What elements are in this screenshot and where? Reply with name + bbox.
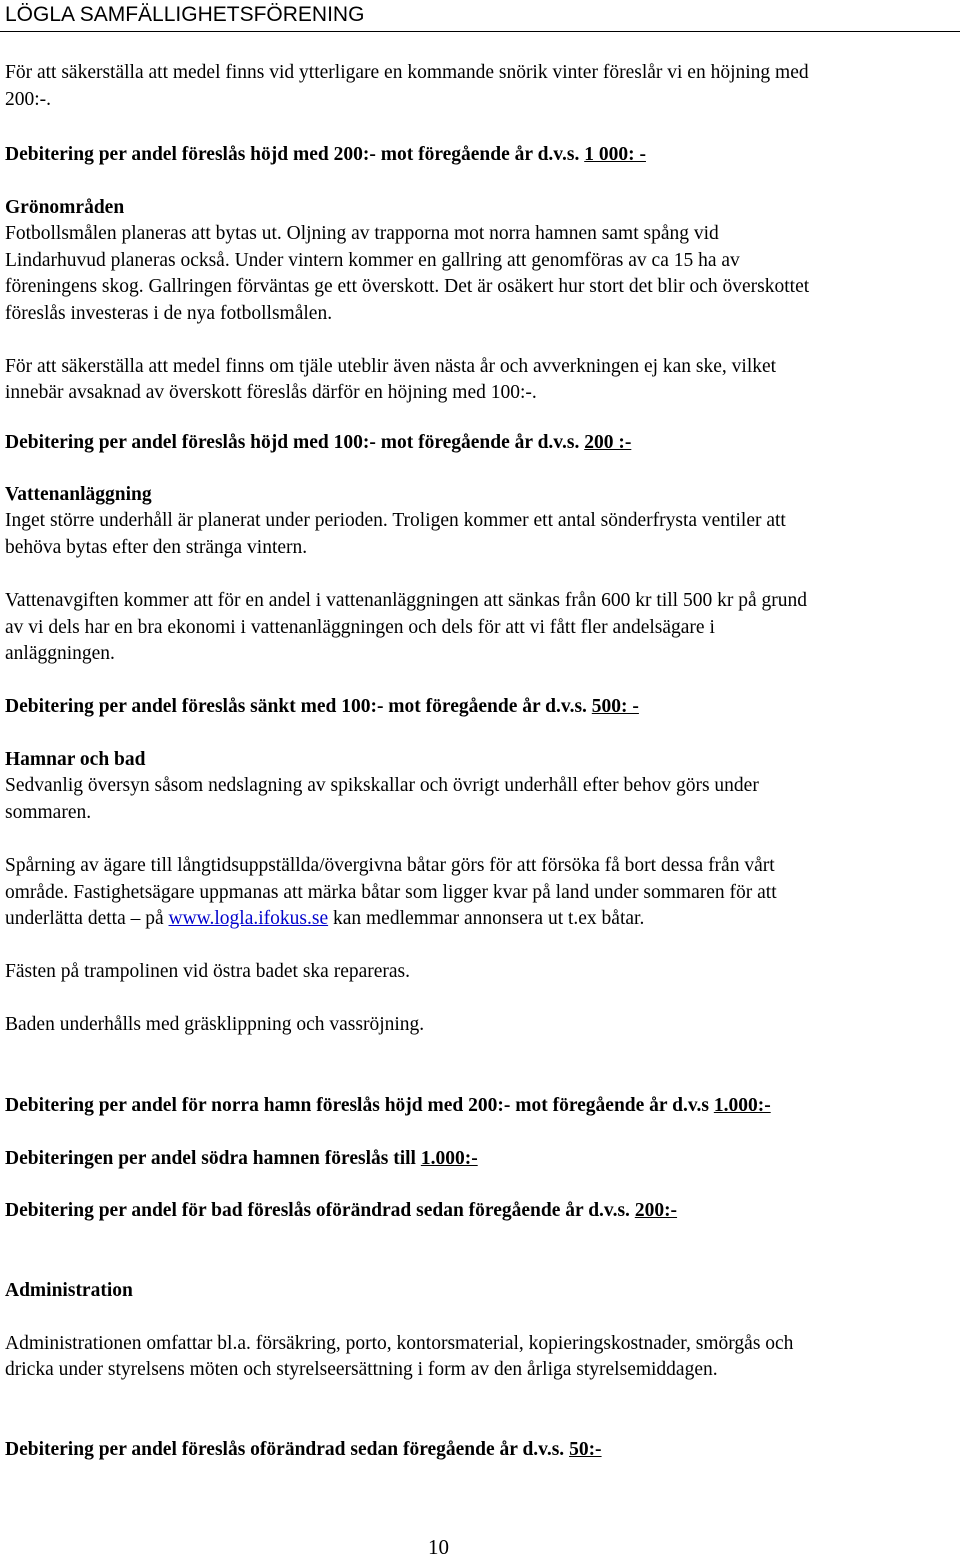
harbor-p3: Fästen på trampolinen vid östra badet ska repareras. <box>5 961 411 982</box>
harbor-p2-line-1: Spårning av ägare till långtidsuppställda/övergivna båtar görs för att försöka få bort dessa från vårt <box>5 855 775 876</box>
green-p1-line-4: föreslås investeras i de nya fotbollsmålen. <box>5 303 333 324</box>
water-heading: Vattenanläggning <box>5 484 152 505</box>
green-p2-line-1: För att säkerställa att medel finns om tjäle uteblir även nästa år och avverkningen ej kan ske, vilket <box>5 356 777 377</box>
harbor-south-debit-line <box>5 1146 955 1173</box>
green-heading: Grönområden <box>5 197 125 218</box>
water-debit-amount: 500: - <box>591 696 639 717</box>
harbor-north-debit-line <box>5 1093 955 1120</box>
admin-heading: Administration <box>5 1280 133 1301</box>
water-debit-text: Debitering per andel föreslås sänkt med 100:- mot föregående år d.v.s. <box>5 696 592 717</box>
snow-debit-line <box>5 142 955 169</box>
admin-p1-line-2: dricka under styrelsens möten och styrelseersättning i form av den årliga styrelsemiddagen. <box>5 1359 718 1380</box>
harbor-p2-line-3-post: kan medlemmar annonsera ut t.ex båtar. <box>328 908 645 929</box>
harbor-p2-line-3-pre: underlätta detta – på <box>5 908 169 929</box>
north-debit-text: Debitering per andel för norra hamn föreslås höjd med 200:- mot föregående år d.v.s <box>5 1095 714 1116</box>
admin-p1-line-1: Administrationen omfattar bl.a. försäkring, porto, kontorsmaterial, kopieringskostnader, smörgås och <box>5 1333 794 1354</box>
snow-paragraph-line-1: För att säkerställa att medel finns vid ytterligare en kommande snörik vinter föreslår vi en höjning med <box>5 62 809 83</box>
green-p1-line-1: Fotbollsmålen planeras att bytas ut. Oljning av trapporna mot norra hamnen samt spång vid <box>5 223 719 244</box>
north-debit-amount: 1.000:- <box>713 1095 771 1116</box>
ifokus-link[interactable]: www.logla.ifokus.se <box>168 908 329 929</box>
water-p2-line-1: Vattenavgiften kommer att för en andel i vattenanläggningen att sänkas från 600 kr till 500 kr på grund <box>5 590 807 611</box>
bath-debit-text: Debitering per andel för bad föreslås oförändrad sedan föregående år d.v.s. <box>5 1200 635 1221</box>
admin-debit-amount: 50:- <box>569 1439 602 1460</box>
document-header: LÖGLA SAMFÄLLIGHETSFÖRENING <box>5 3 365 26</box>
snow-debit-amount: 1 000: - <box>584 144 646 165</box>
south-debit-amount: 1.000:- <box>420 1148 478 1169</box>
snow-paragraph-line-2: 200:-. <box>5 89 52 110</box>
water-p1-line-1: Inget större underhåll är planerat under perioden. Troligen kommer ett antal sönderfrysta ventiler att <box>5 510 786 531</box>
green-debit-text: Debitering per andel föreslås höjd med 100:- mot föregående år d.v.s. <box>5 432 585 453</box>
green-debit-line <box>5 430 955 457</box>
bath-debit-amount: 200:- <box>634 1200 678 1221</box>
harbor-p4: Baden underhålls med gräsklippning och vassröjning. <box>5 1014 425 1035</box>
water-p1-line-2: behöva bytas efter den stränga vintern. <box>5 537 308 558</box>
south-debit-text: Debiteringen per andel södra hamnen föreslås till <box>5 1148 421 1169</box>
admin-debit-line <box>5 1437 955 1464</box>
header-divider <box>0 31 960 32</box>
water-debit-line <box>5 694 955 721</box>
water-p2-line-3: anläggningen. <box>5 643 115 664</box>
harbor-p1-line-2: sommaren. <box>5 802 92 823</box>
green-p1-line-2: Lindarhuvud planeras också. Under vintern kommer en gallring att genomföras av ca 15 ha av <box>5 250 740 271</box>
water-p2-line-2: av vi dels har en bra ekonomi i vattenanläggningen och dels för att vi fått fler andelsägare i <box>5 617 715 638</box>
admin-debit-text: Debitering per andel föreslås oförändrad sedan föregående år d.v.s. <box>5 1439 570 1460</box>
green-p2-line-2: innebär avsaknad av överskott föreslås därför en höjning med 100:-. <box>5 382 537 403</box>
snow-debit-text: Debitering per andel föreslås höjd med 200:- mot föregående år d.v.s. <box>5 144 585 165</box>
bath-debit-line <box>5 1198 955 1225</box>
harbor-p2-line-2: område. Fastighetsägare uppmanas att märka båtar som ligger kvar på land under sommaren för att <box>5 882 777 903</box>
green-p1-line-3: föreningens skog. Gallringen förväntas ge ett överskott. Det är osäkert hur stort det blir och överskottet <box>5 276 810 297</box>
harbor-heading: Hamnar och bad <box>5 749 146 770</box>
harbor-p1-line-1: Sedvanlig översyn såsom nedslagning av spikskallar och övrigt underhåll efter behov görs under <box>5 775 759 796</box>
green-debit-amount: 200 :- <box>584 432 632 453</box>
harbor-p2-line-3 <box>5 906 955 933</box>
page-number: 10 <box>428 1535 449 1559</box>
